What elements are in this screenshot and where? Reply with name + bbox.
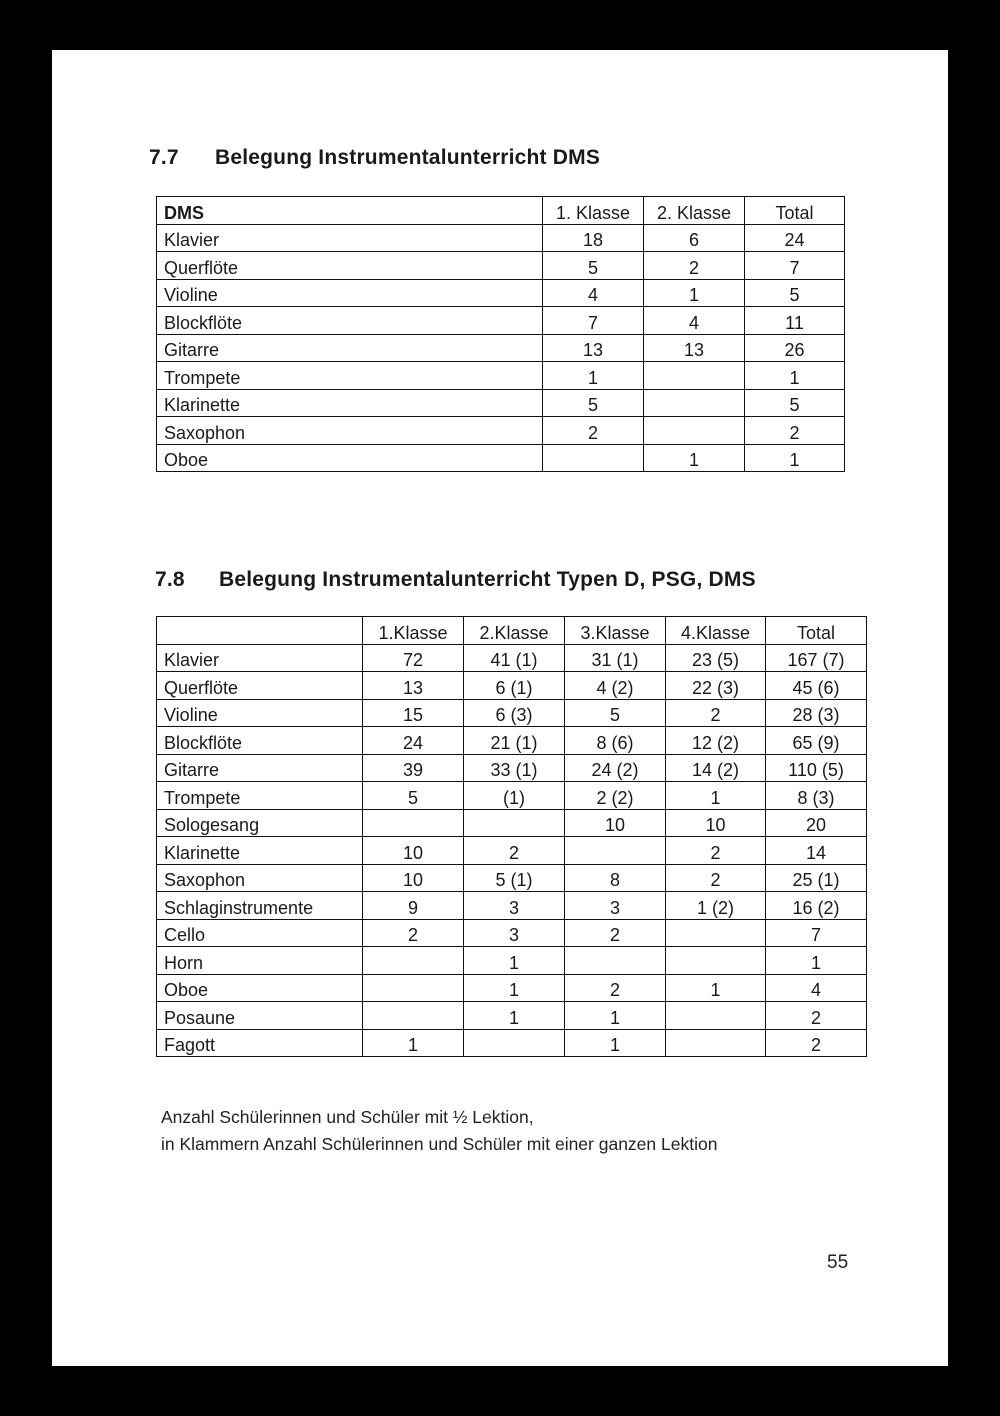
header-cell [157,617,363,645]
instrument-cell: Saxophon [157,417,543,445]
header-cell: 3.Klasse [565,617,666,645]
value-cell: 2 [644,252,745,280]
instrument-cell: Gitarre [157,334,543,362]
value-cell: 20 [766,809,867,837]
instrument-cell: Klavier [157,224,543,252]
value-cell: 5 [543,389,644,417]
value-cell: 23 (5) [666,644,766,672]
section-7-8-heading [155,568,756,592]
value-cell: 1 [565,1029,666,1057]
value-cell: 14 (2) [666,754,766,782]
value-cell: 4 [766,974,867,1002]
section-title: Belegung Instrumentalunterricht Typen D, PSG, DMS [219,568,756,591]
table-row [157,919,867,947]
header-cell: DMS [157,197,543,225]
value-cell: 10 [666,809,766,837]
value-cell: 2 (2) [565,782,666,810]
value-cell: 2 [565,919,666,947]
value-cell: 24 [363,727,464,755]
footnote-line: Anzahl Schülerinnen und Schüler mit ½ Lektion, [161,1107,534,1127]
instrument-cell: Saxophon [157,864,363,892]
instrument-cell: Klavier [157,644,363,672]
value-cell: 18 [543,224,644,252]
table-row [157,782,867,810]
value-cell: 2 [666,864,766,892]
value-cell [363,1002,464,1030]
value-cell: 1 [644,444,745,472]
value-cell: 7 [543,307,644,335]
header-cell: 4.Klasse [666,617,766,645]
value-cell: 2 [766,1029,867,1057]
page-number: 55 [827,1252,849,1273]
value-cell: 110 (5) [766,754,867,782]
value-cell [363,809,464,837]
value-cell: 13 [644,334,745,362]
table-row [157,727,867,755]
instrument-cell: Trompete [157,782,363,810]
value-cell: 5 [543,252,644,280]
value-cell: 4 [543,279,644,307]
table-row [157,224,845,252]
table-header-row [157,617,867,645]
value-cell: 41 (1) [464,644,565,672]
instrument-cell: Klarinette [157,389,543,417]
instrument-cell: Cello [157,919,363,947]
value-cell [644,389,745,417]
value-cell: 25 (1) [766,864,867,892]
value-cell: 1 [766,947,867,975]
value-cell [666,1002,766,1030]
value-cell: 3 [464,892,565,920]
table-row [157,864,867,892]
value-cell: 2 [666,837,766,865]
value-cell [666,919,766,947]
footnote [161,1104,717,1158]
instrument-cell: Oboe [157,974,363,1002]
value-cell: 2 [464,837,565,865]
value-cell: 1 [745,444,845,472]
value-cell [363,947,464,975]
value-cell: 13 [543,334,644,362]
value-cell: 13 [363,672,464,700]
header-cell: Total [766,617,867,645]
types-table [156,616,867,1057]
table-row [157,892,867,920]
table-header-row [157,197,845,225]
value-cell: 8 [565,864,666,892]
value-cell: 8 (6) [565,727,666,755]
value-cell: 33 (1) [464,754,565,782]
value-cell: 11 [745,307,845,335]
value-cell: 16 (2) [766,892,867,920]
value-cell: 22 (3) [666,672,766,700]
value-cell: 167 (7) [766,644,867,672]
value-cell: 1 [363,1029,464,1057]
value-cell [666,1029,766,1057]
table-row [157,444,845,472]
value-cell: 4 (2) [565,672,666,700]
instrument-cell: Blockflöte [157,727,363,755]
instrument-cell: Sologesang [157,809,363,837]
value-cell: 14 [766,837,867,865]
value-cell: 31 (1) [565,644,666,672]
value-cell: 3 [464,919,565,947]
table-row [157,389,845,417]
table-row [157,644,867,672]
value-cell: 3 [565,892,666,920]
value-cell [644,362,745,390]
header-cell: 1.Klasse [363,617,464,645]
value-cell: 2 [745,417,845,445]
value-cell: 1 (2) [666,892,766,920]
table-row [157,809,867,837]
value-cell: 2 [543,417,644,445]
table-row [157,362,845,390]
value-cell [464,809,565,837]
value-cell: 2 [363,919,464,947]
instrument-cell: Violine [157,279,543,307]
value-cell: 1 [464,974,565,1002]
footnote-line: in Klammern Anzahl Schülerinnen und Schüler mit einer ganzen Lektion [161,1134,718,1154]
instrument-cell: Klarinette [157,837,363,865]
table-row [157,672,867,700]
value-cell: 26 [745,334,845,362]
header-cell: Total [745,197,845,225]
value-cell: 5 [363,782,464,810]
table-row [157,754,867,782]
instrument-cell: Querflöte [157,252,543,280]
value-cell: 1 [745,362,845,390]
header-cell: 2. Klasse [644,197,745,225]
value-cell: 9 [363,892,464,920]
dms-table [156,196,845,472]
value-cell: 21 (1) [464,727,565,755]
value-cell: 5 (1) [464,864,565,892]
value-cell [543,444,644,472]
value-cell: 1 [666,782,766,810]
value-cell: 8 (3) [766,782,867,810]
instrument-cell: Querflöte [157,672,363,700]
document-page [52,50,948,1366]
value-cell: 45 (6) [766,672,867,700]
header-cell: 2.Klasse [464,617,565,645]
value-cell: (1) [464,782,565,810]
value-cell: 1 [644,279,745,307]
section-7-7-heading [149,146,600,170]
section-number: 7.8 [155,568,185,591]
value-cell: 4 [644,307,745,335]
table-row [157,974,867,1002]
value-cell: 72 [363,644,464,672]
value-cell: 2 [766,1002,867,1030]
table-row [157,1029,867,1057]
table-row [157,1002,867,1030]
value-cell: 2 [666,699,766,727]
instrument-cell: Schlaginstrumente [157,892,363,920]
table-row [157,699,867,727]
table-row [157,417,845,445]
section-title: Belegung Instrumentalunterricht DMS [215,146,601,169]
value-cell: 6 (3) [464,699,565,727]
table-row [157,252,845,280]
instrument-cell: Blockflöte [157,307,543,335]
value-cell: 5 [745,389,845,417]
instrument-cell: Posaune [157,1002,363,1030]
value-cell [644,417,745,445]
table-row [157,279,845,307]
table-row [157,947,867,975]
table-row [157,837,867,865]
value-cell: 1 [666,974,766,1002]
value-cell [565,947,666,975]
instrument-cell: Trompete [157,362,543,390]
value-cell [363,974,464,1002]
value-cell: 7 [745,252,845,280]
header-cell: 1. Klasse [543,197,644,225]
instrument-cell: Violine [157,699,363,727]
instrument-cell: Fagott [157,1029,363,1057]
value-cell: 24 (2) [565,754,666,782]
value-cell: 5 [745,279,845,307]
value-cell: 10 [363,837,464,865]
value-cell: 28 (3) [766,699,867,727]
section-number: 7.7 [149,146,179,169]
value-cell: 1 [565,1002,666,1030]
value-cell: 1 [543,362,644,390]
value-cell [565,837,666,865]
value-cell [464,1029,565,1057]
table-row [157,334,845,362]
value-cell: 15 [363,699,464,727]
value-cell: 65 (9) [766,727,867,755]
value-cell: 10 [565,809,666,837]
value-cell: 1 [464,1002,565,1030]
instrument-cell: Horn [157,947,363,975]
value-cell: 1 [464,947,565,975]
value-cell: 2 [565,974,666,1002]
instrument-cell: Oboe [157,444,543,472]
value-cell: 7 [766,919,867,947]
value-cell: 12 (2) [666,727,766,755]
value-cell: 6 [644,224,745,252]
value-cell: 5 [565,699,666,727]
value-cell [666,947,766,975]
table-row [157,307,845,335]
instrument-cell: Gitarre [157,754,363,782]
value-cell: 24 [745,224,845,252]
value-cell: 39 [363,754,464,782]
value-cell: 6 (1) [464,672,565,700]
value-cell: 10 [363,864,464,892]
